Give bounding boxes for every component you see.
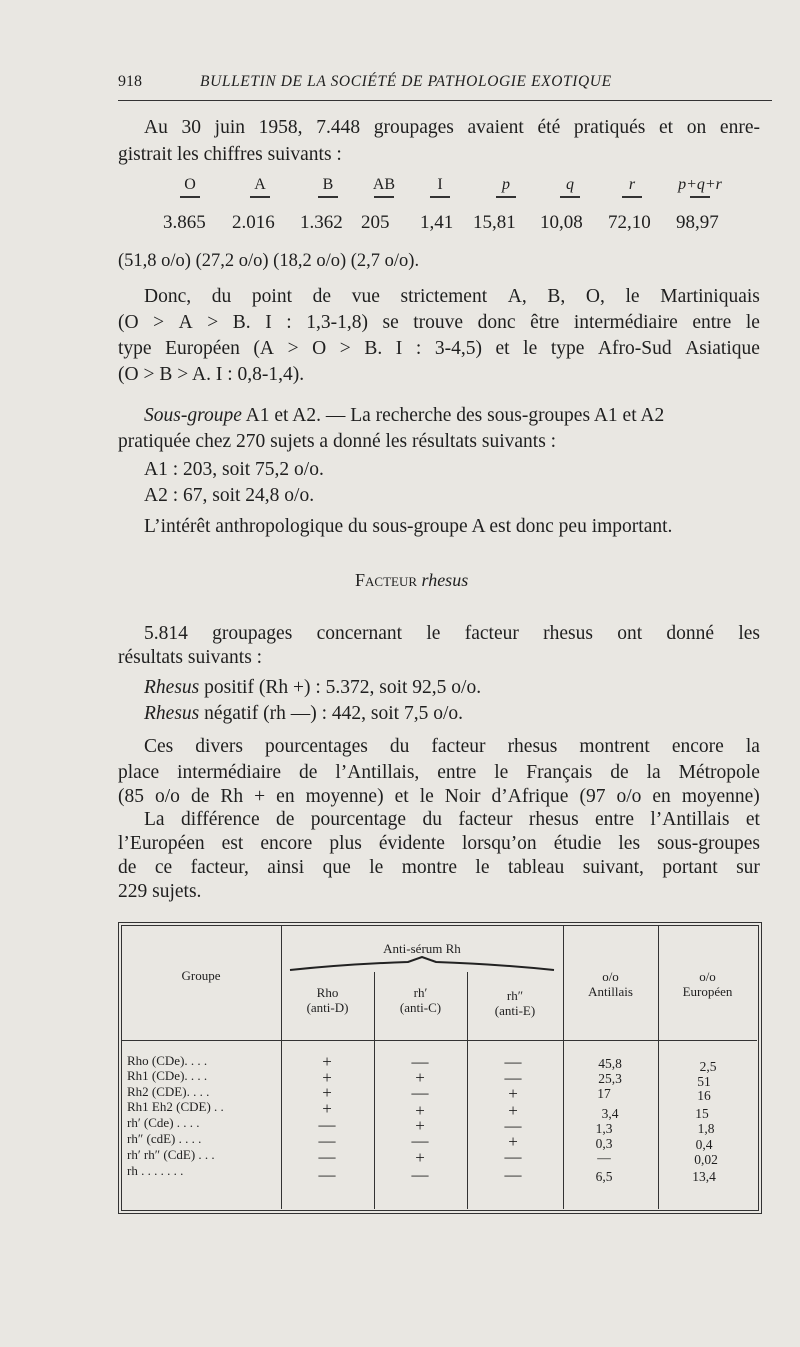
divider [250,196,270,198]
word: Français [526,762,593,783]
europeen-cell: 13,4 [692,1169,716,1184]
word: vue [351,286,380,307]
word: Asiatique [685,338,760,359]
antillais-cell: 3,4 [601,1106,619,1121]
word: (O [118,312,139,333]
word: le [625,286,640,307]
result-line: A2 : 67, soit 24,8 o/o. [144,485,315,506]
word: place [118,762,160,783]
word: le [523,338,538,359]
paragraph-line [118,833,760,855]
paragraph-line: 229 sujets. [118,881,202,902]
word: rhesus [543,623,593,644]
paragraph-line [118,857,760,879]
rhp-cell: — [411,1083,429,1102]
group-value: 72,10 [608,212,651,233]
header-rh-prime: rh′ (anti-C) [399,985,442,1015]
group-value: 10,08 [540,212,583,233]
rhs-cell: + [508,1101,518,1120]
divider [374,196,394,198]
row-label: Rh1 (CDe). . . . [127,1068,208,1083]
group-value: 1,41 [420,212,454,233]
paragraph-line: L’intérêt anthropologique du sous-groupe A est donc peu important. [144,516,673,537]
word: la [646,762,661,783]
rhp-cell: — [411,1131,429,1150]
word: trouve [413,312,464,333]
paragraph-line: résultats suivants : [118,647,263,668]
word: Rh [220,786,244,807]
word: Noir [444,786,481,807]
word: en [276,786,295,807]
word: divers [195,736,243,757]
rhp-cell: — [411,1052,429,1071]
header-rh-second: rh″ (anti-E) [494,988,536,1018]
column-divider [281,925,282,1209]
word: Au [144,117,168,138]
group-label-q: q [566,176,574,193]
word: groupages [373,117,454,138]
word: I [395,338,403,359]
word: donc [477,312,516,333]
word: le [419,786,434,807]
word: étudie [553,833,602,854]
paragraph-line: (O > B > A. I : 0,8-1,4). [118,364,305,385]
header-europeen: o/o Européen [682,969,733,999]
word: de [276,809,295,830]
word: 1,3-1,8) [306,312,368,333]
group-label-o: O [184,176,196,193]
word: portant [662,857,718,878]
word: > [207,312,219,333]
group-label-a: A [254,176,266,193]
group-value: 1.362 [300,212,343,233]
word: lorsqu’on [461,833,537,854]
word: et [394,786,409,807]
europeen-cell: 0,4 [695,1137,713,1152]
rho-cell: + [322,1068,332,1087]
word: : [286,312,292,333]
word: B. [364,338,383,359]
antillais-cell: 17 [597,1086,611,1101]
word: > [287,338,299,359]
word: strictement [400,286,488,307]
rhs-cell: — [504,1116,522,1135]
word: Métropole [678,762,760,783]
word: entre [595,809,635,830]
word: de [299,762,318,783]
word: rhesus [507,736,558,757]
word: Afro-Sud [597,338,672,359]
group-label-pqr: p+q+r [678,176,722,193]
result-line: Rhesus positif (Rh +) : 5.372, soit 92,5 o/o. [144,677,482,698]
europeen-cell: 1,8 [697,1121,715,1136]
paragraph-line [118,762,760,784]
word: évidente [378,833,445,854]
row-label: rh′ rh″ (CdE) . . . [127,1147,215,1162]
word: La [144,809,165,830]
word: le [745,312,760,333]
paragraph-line: pratiquée chez 270 sujets a donné les résultats suivants : [118,431,557,452]
paragraph-line [118,338,760,360]
group-value: 2.016 [232,212,275,233]
word: été [537,117,561,138]
paragraph-line [144,623,760,645]
word: et [659,117,674,138]
word: + [254,786,266,807]
group-label-ab: AB [372,176,396,193]
word: tableau [507,857,565,878]
word: de [610,762,629,783]
word: on [686,117,707,138]
word: l’Antillais, [335,762,420,783]
group-label-r: r [628,176,636,193]
group-value: 98,97 [676,212,719,233]
column-divider [658,925,659,1209]
word: en [652,786,671,807]
header-divider [121,1040,757,1041]
divider [622,196,642,198]
word: du [389,736,410,757]
word: Martiniquais [660,286,760,307]
rho-cell: + [322,1083,332,1102]
paragraph-line [118,786,760,808]
rho-cell: — [318,1147,336,1166]
word: A, [507,286,527,307]
word: le [426,623,441,644]
rhs-cell: — [504,1052,522,1071]
group-label-i: I [437,176,443,193]
word: du [211,286,232,307]
brace-icon [288,956,556,974]
word: intermédiaire [573,312,678,333]
word: les [738,623,760,644]
word: O [312,338,327,359]
word: les [618,833,641,854]
word: de [118,857,137,878]
running-title: BULLETIN DE LA SOCIÉTÉ DE PATHOLOGIE EXOTIQUE [200,73,612,90]
row-label: Rh2 (CDE). . . . [127,1084,210,1099]
rhs-cell: + [508,1132,518,1151]
header-rho: Rho (anti-D) [306,985,349,1015]
group-label-b: B [322,176,334,193]
rho-cell: — [318,1115,336,1134]
header-antillais: o/o Antillais [588,969,633,999]
word: être [530,312,560,333]
column-divider [563,925,564,1209]
rhp-cell: + [415,1101,425,1120]
group-value: 15,81 [473,212,516,233]
section-heading: Facteur rhesus [355,570,469,590]
word: moyenne) [681,786,760,807]
group-percentages: (51,8 o/o) (27,2 o/o) (18,2 o/o) (2,7 o/o). [118,251,420,271]
word: O, [585,286,605,307]
word: type [118,338,152,359]
word: rhesus [528,809,579,830]
word: o/o [155,786,180,807]
word: (97 [579,786,606,807]
antillais-cell: 0,3 [595,1136,613,1151]
paragraph-line: gistrait les chiffres suivants : [118,144,342,165]
rhs-cell: — [504,1147,522,1166]
antillais-cell: 25,3 [598,1071,622,1086]
word: que [322,857,351,878]
word: ainsi [267,857,305,878]
word: (A [253,338,274,359]
word: l’Européen [118,833,205,854]
word: 3-4,5) [434,338,482,359]
paragraph-line [144,736,760,758]
word: facteur [458,809,513,830]
word: le [494,762,509,783]
word: du [422,809,442,830]
group-value: 205 [361,212,390,233]
word: se [382,312,399,333]
word: et [495,338,510,359]
rhs-cell: — [504,1165,522,1184]
word: de [190,786,210,807]
europeen-cell: 0,02 [694,1152,718,1167]
word: plus [329,833,362,854]
page-number: 918 [118,73,142,90]
word: montre [401,857,457,878]
word: montrent [579,736,650,757]
rhp-cell: + [415,1068,425,1087]
word: > [339,338,351,359]
result-line: Rhesus négatif (rh —) : 442, soit 7,5 o/o. [144,703,464,724]
word: sous-groupes [657,833,760,854]
word: sur [736,857,760,878]
word: le [475,857,490,878]
divider [690,196,710,198]
subsection-title: Sous-groupe [144,405,242,426]
word: d’Afrique [491,786,569,807]
word: encore [671,736,724,757]
word: point [251,286,292,307]
rhs-cell: + [508,1084,518,1103]
word: la [745,736,760,757]
europeen-cell: 51 [697,1074,711,1089]
word: pourcentages [264,736,368,757]
word: enre- [719,117,760,138]
word: 30 [181,117,201,138]
word: concernant [316,623,403,644]
header-antiserum: Anti-sérum Rh [383,941,461,956]
word: facteur, [190,857,249,878]
antillais-cell: 6,5 [595,1169,613,1184]
europeen-cell: 16 [697,1088,711,1103]
header-groupe: Groupe [181,968,221,983]
word: type [550,338,585,359]
word: avaient [467,117,524,138]
word: 7.448 [316,117,361,138]
word: groupages [212,623,293,644]
divider [430,196,450,198]
word: l’Antillais [650,809,730,830]
rho-cell: + [322,1099,332,1118]
word: le [369,857,384,878]
word: moyenne) [305,786,384,807]
word: ce [154,857,173,878]
europeen-cell: 15 [695,1106,709,1121]
row-label: rh . . . . . . . [127,1163,184,1178]
word: pratiqués [573,117,646,138]
rho-cell: — [318,1131,336,1150]
divider [180,196,200,198]
antillais-cell: 45,8 [598,1056,622,1071]
paragraph-line [144,117,760,139]
word: A [178,312,193,333]
antillais-cell: — [597,1150,611,1165]
word: 5.814 [144,623,188,644]
word: différence [180,809,260,830]
rho-cell: — [318,1165,336,1184]
word: pourcentage [310,809,407,830]
word: entre [692,312,732,333]
word: (85 [118,786,144,807]
word: et [745,809,760,830]
word: > [153,312,165,333]
word: entre [437,762,477,783]
word: facteur [464,623,519,644]
rhp-cell: + [415,1116,425,1135]
row-label: Rho (CDe). . . . [127,1053,208,1068]
word: facteur [431,736,486,757]
header-rule [118,100,772,101]
word: 1958, [258,117,303,138]
paragraph-line [144,286,760,308]
word: I [265,312,272,333]
word: encore [260,833,313,854]
paragraph-line [118,312,760,334]
divider [496,196,516,198]
word: Européen [165,338,240,359]
word: est [221,833,244,854]
word: juin [214,117,245,138]
divider [318,196,338,198]
antillais-cell: 1,3 [595,1121,613,1136]
result-line: A1 : 203, soit 75,2 o/o. [144,459,324,480]
europeen-cell: 2,5 [699,1059,717,1074]
word: suivant, [582,857,644,878]
group-value: 3.865 [163,212,206,233]
paragraph-line [144,809,760,831]
rhp-cell: + [415,1148,425,1167]
word: : [415,338,422,359]
rhp-cell: — [411,1165,429,1184]
rho-cell: + [322,1052,332,1071]
group-label-p: p [502,176,510,193]
word: Ces [144,736,174,757]
word: donné [666,623,715,644]
word: B, [547,286,566,307]
rhs-cell: — [504,1068,522,1087]
word: Donc, [144,286,192,307]
word: o/o [616,786,642,807]
row-label: Rh1 Eh2 (CDE) . . [127,1099,224,1114]
divider [560,196,580,198]
word: ont [617,623,643,644]
word: intermédiaire [177,762,282,783]
word: B. [232,312,251,333]
word: de [312,286,332,307]
row-label: rh″ (cdE) . . . . [127,1131,202,1146]
row-label: rh′ (Cde) . . . . [127,1115,200,1130]
paragraph-line: Sous-groupe A1 et A2. — La recherche des sous-groupes A1 et A2 [144,405,665,426]
